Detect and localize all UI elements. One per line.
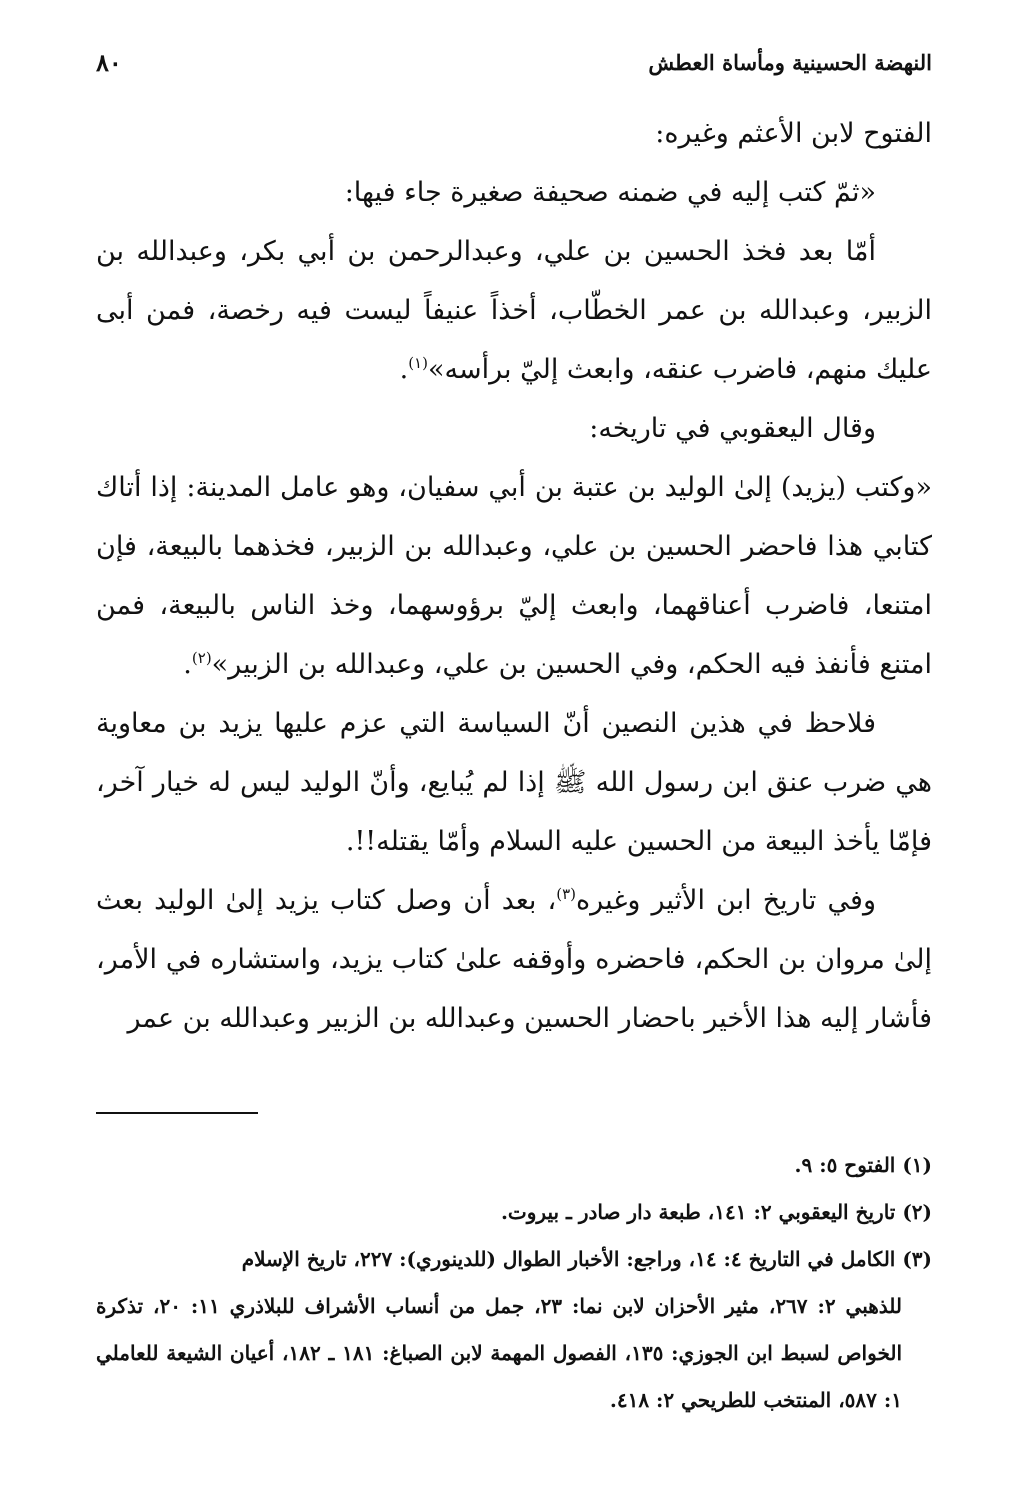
footnote-1: (١) الفتوح ٥: ٩. xyxy=(794,1153,932,1177)
paragraph-analysis: فلاحظ في هذين النصين أنّ السياسة التي عزم عليها يزيد بن معاوية هي ضرب عنق ابن رسول الله ﷺ إذا لم يُبايع، وأنّ الوليد ليس له خيار آخر، فإمّا يأخذ البيعة من الحسين عليه السلام وأمّا يقتله!!. xyxy=(96,708,932,857)
page-number: ٨٠ xyxy=(96,47,122,77)
paragraph-quote-intro: «ثمّ كتب إليه في ضمنه صحيفة صغيرة جاء فيها: xyxy=(344,177,876,208)
footnote-3 xyxy=(96,1236,932,1424)
footnote-3-continuation: للذهبي ٢: ٢٦٧، مثير الأحزان لابن نما: ٢٣، جمل من أنساب الأشراف للبلاذري ١١: ٢٠، تذكرة الخواص لسبط ابن الجوزي: ١٣٥، الفصول المهمة لابن الصباغ: ١٨١ ـ ١٨٢، أعيان الشيعة للعاملي ١: ٥٨٧، المنتخب للطريحي ٢: ٤١٨. xyxy=(96,1294,903,1412)
quote-1-end: . xyxy=(399,354,409,385)
running-header xyxy=(96,42,932,82)
footnote-2: (٢) تاريخ اليعقوبي ٢: ١٤١، طبعة دار صادر ـ بيروت. xyxy=(500,1200,932,1224)
footnote-ref-1[interactable]: (١) xyxy=(408,354,428,372)
main-text xyxy=(96,104,932,1048)
ibn-athir-text-b: ، بعد أن وصل كتاب يزيد إلىٰ الوليد بعث إلىٰ مروان بن الحكم، فاحضره وأوقفه علىٰ كتاب يزيد، واستشاره في الأمر، فأشار إليه هذا الأخير باحضار الحسين وعبدالله بن الزبير وعبدالله بن عمر xyxy=(96,885,932,1034)
quote-1-text: أمّا بعد فخذ الحسين بن علي، وعبدالرحمن بن أبي بكر، وعبدالله بن الزبير، وعبدالله بن عمر الخطّاب، أخذاً عنيفاً ليست فيه رخصة، فمن أبى عليك منهم، فاضرب عنقه، وابعث إليّ برأسه» xyxy=(96,236,932,385)
footnotes xyxy=(96,1142,932,1424)
paragraph-ibn-athir xyxy=(96,871,932,1048)
paragraph-intro: الفتوح لابن الأعثم وغيره: xyxy=(655,118,932,149)
footnote-divider xyxy=(96,1112,258,1114)
footnote-3-first-line: (٣) الكامل في التاريخ ٤: ١٤، وراجع: الأخبار الطوال (للدينوري): ٢٢٧، تاريخ الإسلام xyxy=(241,1247,932,1271)
paragraph-yaqubi: وقال اليعقوبي في تاريخه: xyxy=(589,413,876,444)
footnote-ref-2[interactable]: (٢) xyxy=(191,649,212,667)
quote-2-text: «وكتب (يزيد) إلىٰ الوليد بن عتبة بن أبي سفيان، وهو عامل المدينة: إذا أتاك كتابي هذا فاحضر الحسين بن علي، وعبدالله بن الزبير، فخذهما بالبيعة، فإن امتنعا، فاضرب أعناقهما، وابعث إليّ برؤوسهما، وخذ الناس بالبيعة، فمن امتنع فأنفذ فيه الحكم، وفي الحسين بن علي، وعبدالله بن الزبير» xyxy=(96,472,932,680)
paragraph-quote-2 xyxy=(96,458,932,694)
ibn-athir-text-a: وفي تاريخ ابن الأثير وغيره xyxy=(576,885,876,916)
quote-2-end: . xyxy=(183,649,192,680)
paragraph-quote-1 xyxy=(96,222,932,399)
footnote-ref-3[interactable]: (٣) xyxy=(556,885,577,903)
book-title: النهضة الحسينية ومأساة العطش xyxy=(648,49,932,75)
